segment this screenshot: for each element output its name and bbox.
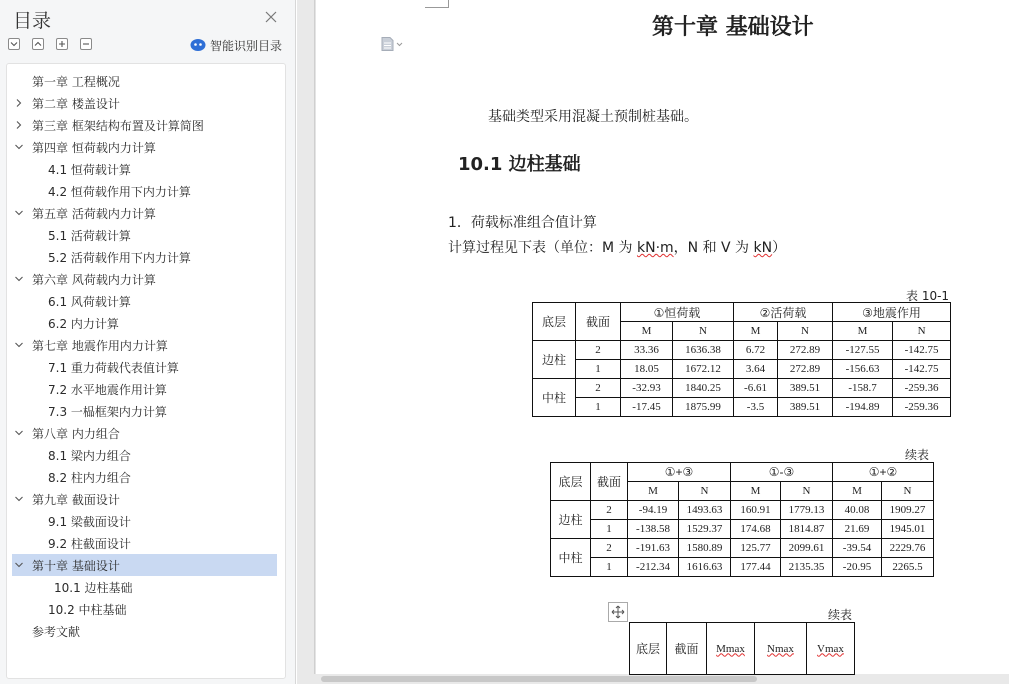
row-section: 2 — [591, 539, 628, 558]
smart-toc-label: 智能识别目录 — [210, 38, 283, 53]
row-section: 1 — [576, 398, 621, 417]
row-section: 2 — [576, 379, 621, 398]
header-sub: N — [673, 322, 734, 341]
header-sub: M — [621, 322, 673, 341]
table-cell: -6.61 — [734, 379, 778, 398]
section-title: 10.1 边柱基础 — [458, 154, 581, 175]
table-row — [551, 558, 934, 577]
toc-item[interactable] — [12, 576, 277, 598]
toc-item[interactable] — [12, 334, 277, 356]
table-cell: 1945.01 — [882, 520, 934, 539]
toc-item[interactable] — [12, 422, 277, 444]
toc-item-label: 10.2 中柱基础 — [48, 602, 127, 617]
chevron-down-icon[interactable] — [12, 136, 26, 158]
table-cell: 389.51 — [778, 398, 833, 417]
page-corner-mark — [425, 0, 449, 8]
header-sub: N — [778, 322, 833, 341]
table-row — [551, 501, 934, 520]
table-row — [551, 539, 934, 558]
header-sub: N — [893, 322, 951, 341]
row-section: 1 — [576, 360, 621, 379]
header-layer: 底层 — [533, 303, 576, 341]
collapse-all-button[interactable] — [8, 38, 20, 50]
table-cell: -142.75 — [893, 341, 951, 360]
toc-item-label: 第八章 内力组合 — [32, 426, 120, 441]
toc-item-label: 6.2 内力计算 — [48, 316, 119, 331]
table-cell: 272.89 — [778, 360, 833, 379]
toc-item[interactable] — [12, 598, 277, 620]
header-group: ②活荷载 — [734, 303, 833, 322]
table-cell: 1779.13 — [781, 501, 833, 520]
toc-item[interactable] — [12, 444, 277, 466]
toc-item-label: 5.2 活荷载作用下内力计算 — [48, 250, 191, 265]
table-cell: 1814.87 — [781, 520, 833, 539]
toc-sidebar — [0, 0, 296, 684]
toc-item[interactable] — [12, 136, 277, 158]
item-heading: 1．荷载标准组合值计算 — [448, 215, 597, 231]
toc-item[interactable] — [12, 92, 277, 114]
toc-item-label: 7.2 水平地震作用计算 — [48, 382, 167, 397]
ai-smart-icon — [190, 38, 206, 52]
table-row — [533, 379, 951, 398]
toc-item[interactable] — [12, 620, 277, 642]
chevron-down-icon[interactable] — [12, 268, 26, 290]
add-icon — [57, 39, 67, 49]
table3-header-vmax: Vmax — [807, 623, 855, 675]
table-cell: 177.44 — [731, 558, 781, 577]
toc-item-label: 第三章 框架结构布置及计算简图 — [32, 118, 204, 133]
table-cell: 2099.61 — [781, 539, 833, 558]
toc-item-label: 10.1 边柱基础 — [54, 580, 133, 595]
chevron-down-icon[interactable] — [12, 554, 26, 576]
table-cell: -3.5 — [734, 398, 778, 417]
toc-item[interactable] — [12, 532, 277, 554]
expand-all-button[interactable] — [32, 38, 44, 50]
page-options-button[interactable] — [381, 37, 403, 51]
table3 — [629, 622, 855, 675]
header-sub: N — [882, 482, 934, 501]
collapse-all-icon — [9, 39, 19, 49]
header-sub: N — [781, 482, 833, 501]
table-row — [551, 520, 934, 539]
header-group: ①恒荷载 — [621, 303, 734, 322]
toc-item-label: 第十章 基础设计 — [32, 558, 120, 573]
toc-item[interactable] — [12, 268, 277, 290]
toc-item-label: 第九章 截面设计 — [32, 492, 120, 507]
table2-caption: 续表 — [905, 448, 930, 462]
table1-caption: 表 10-1 — [906, 289, 950, 303]
table-cell: 2265.5 — [882, 558, 934, 577]
unit-knm: kN·m — [636, 240, 674, 256]
toc-item[interactable] — [12, 70, 277, 92]
toc-item-label: 9.2 柱截面设计 — [48, 536, 131, 551]
toc-item-label: 第四章 恒荷载内力计算 — [32, 140, 156, 155]
chevron-down-icon[interactable] — [12, 334, 26, 356]
row-section: 1 — [591, 558, 628, 577]
table-cell: 40.08 — [833, 501, 882, 520]
header-sub: M — [734, 322, 778, 341]
table-cell: 2229.76 — [882, 539, 934, 558]
header-group: ①+② — [833, 463, 934, 482]
table-cell: -259.36 — [893, 379, 951, 398]
table3-header-section: 截面 — [667, 623, 707, 675]
unit-kn: kN — [753, 240, 773, 256]
table-cell: 1493.63 — [679, 501, 731, 520]
table-cell: -32.93 — [621, 379, 673, 398]
move-handle-icon — [611, 605, 625, 619]
table-cell: 272.89 — [778, 341, 833, 360]
table2 — [550, 462, 934, 577]
remove-level-button[interactable] — [80, 38, 92, 50]
table-cell: 2135.35 — [781, 558, 833, 577]
toc-item-label: 第一章 工程概况 — [32, 74, 120, 89]
table3-header-layer: 底层 — [630, 623, 667, 675]
toc-item[interactable] — [12, 290, 277, 312]
add-level-button[interactable] — [56, 38, 68, 50]
item-description — [448, 237, 786, 257]
toc-item-label: 8.1 梁内力组合 — [48, 448, 131, 463]
toc-item[interactable] — [12, 158, 277, 180]
table-cell: 174.68 — [731, 520, 781, 539]
row-column-type: 中柱 — [533, 379, 576, 417]
table-cell: 125.77 — [731, 539, 781, 558]
table-cell: -142.75 — [893, 360, 951, 379]
close-icon — [263, 9, 279, 25]
remove-icon — [81, 39, 91, 49]
header-section: 截面 — [576, 303, 621, 341]
table-header-row — [533, 303, 951, 322]
table-cell: -94.19 — [628, 501, 679, 520]
header-sub: M — [628, 482, 679, 501]
row-column-type: 边柱 — [551, 501, 591, 539]
toc-item-label: 参考文献 — [32, 624, 81, 639]
horizontal-scrollbar[interactable] — [297, 674, 1009, 684]
table-cell: 1672.12 — [673, 360, 734, 379]
toc-item-label: 7.1 重力荷载代表值计算 — [48, 360, 179, 375]
chevron-right-icon[interactable] — [12, 92, 26, 114]
table-cell: 1529.37 — [679, 520, 731, 539]
table-cell: -212.34 — [628, 558, 679, 577]
desc-text-b: ，N 和 V 为 — [673, 240, 754, 256]
toc-item[interactable] — [12, 312, 277, 334]
table-cell: 1636.38 — [673, 341, 734, 360]
table1 — [532, 302, 951, 417]
toc-item-label: 6.1 风荷载计算 — [48, 294, 131, 309]
table-cell: 3.64 — [734, 360, 778, 379]
row-column-type: 边柱 — [533, 341, 576, 379]
toc-item-label: 第五章 活荷载内力计算 — [32, 206, 156, 221]
table-cell: 1616.63 — [679, 558, 731, 577]
table-cell: -17.45 — [621, 398, 673, 417]
toc-item-label: 第二章 楼盖设计 — [32, 96, 120, 111]
expand-all-icon — [33, 39, 43, 49]
table3-header-mmax: Mmax — [707, 623, 755, 675]
chevron-down-icon[interactable] — [12, 488, 26, 510]
toc-item-label: 5.1 活荷载计算 — [48, 228, 131, 243]
table-cell: -20.95 — [833, 558, 882, 577]
desc-text-a: 计算过程见下表（单位：M 为 — [448, 240, 637, 256]
table-cell: -156.63 — [833, 360, 893, 379]
table-row — [533, 341, 951, 360]
table-cell: -127.55 — [833, 341, 893, 360]
toc-item[interactable] — [12, 488, 277, 510]
table-header-row — [551, 463, 934, 482]
toc-item[interactable] — [12, 466, 277, 488]
toc-item-label: 9.1 梁截面设计 — [48, 514, 131, 529]
header-group: ①+③ — [628, 463, 731, 482]
toc-item[interactable] — [12, 224, 277, 246]
toc-item[interactable] — [12, 202, 277, 224]
header-section: 截面 — [591, 463, 628, 501]
table-cell: 1909.27 — [882, 501, 934, 520]
table-cell: -191.63 — [628, 539, 679, 558]
toc-item[interactable] — [12, 554, 277, 576]
table-cell: 18.05 — [621, 360, 673, 379]
toc-item[interactable] — [12, 356, 277, 378]
vertical-ruler — [297, 0, 315, 684]
chevron-down-icon[interactable] — [12, 202, 26, 224]
table-cell: 160.91 — [731, 501, 781, 520]
toc-item-label: 4.2 恒荷载作用下内力计算 — [48, 184, 191, 199]
table-cell: -138.58 — [628, 520, 679, 539]
table-cell: 21.69 — [833, 520, 882, 539]
table3-caption: 续表 — [828, 608, 853, 622]
table-cell: -259.36 — [893, 398, 951, 417]
table-row — [533, 398, 951, 417]
row-section: 2 — [591, 501, 628, 520]
toc-item[interactable] — [12, 400, 277, 422]
toc-item[interactable] — [12, 246, 277, 268]
row-section: 2 — [576, 341, 621, 360]
row-column-type: 中柱 — [551, 539, 591, 577]
table-cell: 33.36 — [621, 341, 673, 360]
toc-list — [6, 63, 286, 679]
table-cell: -194.89 — [833, 398, 893, 417]
table-cell: -158.7 — [833, 379, 893, 398]
header-sub: M — [833, 322, 893, 341]
table-row — [533, 360, 951, 379]
chevron-down-icon[interactable] — [12, 422, 26, 444]
table-move-handle[interactable] — [608, 602, 628, 622]
table-cell: 389.51 — [778, 379, 833, 398]
toc-item[interactable] — [12, 180, 277, 202]
smart-toc-button[interactable] — [190, 36, 282, 54]
header-group: ③地震作用 — [833, 303, 951, 322]
toc-item[interactable] — [12, 114, 277, 136]
close-toc-button[interactable] — [263, 9, 279, 25]
toc-item-label: 第七章 地震作用内力计算 — [32, 338, 168, 353]
toc-item-label: 7.3 一榀框架内力计算 — [48, 404, 167, 419]
header-layer: 底层 — [551, 463, 591, 501]
page-icon — [381, 37, 403, 51]
chapter-title: 第十章 基础设计 — [652, 15, 814, 40]
chevron-right-icon[interactable] — [12, 114, 26, 136]
toc-item-label: 第六章 风荷载内力计算 — [32, 272, 156, 287]
header-sub: M — [731, 482, 781, 501]
table-cell: 1840.25 — [673, 379, 734, 398]
toc-item[interactable] — [12, 510, 277, 532]
table-cell: 1580.89 — [679, 539, 731, 558]
table3-header-nmax: Nmax — [755, 623, 807, 675]
toc-item-label: 4.1 恒荷载计算 — [48, 162, 131, 177]
table-cell: 6.72 — [734, 341, 778, 360]
table-cell: 1875.99 — [673, 398, 734, 417]
row-section: 1 — [591, 520, 628, 539]
desc-text-c: ） — [772, 240, 787, 256]
header-sub: N — [679, 482, 731, 501]
toc-item-label: 8.2 柱内力组合 — [48, 470, 131, 485]
scrollbar-thumb[interactable] — [321, 676, 757, 682]
toc-title: 目录 — [13, 10, 52, 32]
toc-item[interactable] — [12, 378, 277, 400]
paragraph-foundation-type: 基础类型采用混凝土预制桩基础。 — [488, 109, 698, 125]
table-cell: -39.54 — [833, 539, 882, 558]
header-group: ①-③ — [731, 463, 833, 482]
header-sub: M — [833, 482, 882, 501]
